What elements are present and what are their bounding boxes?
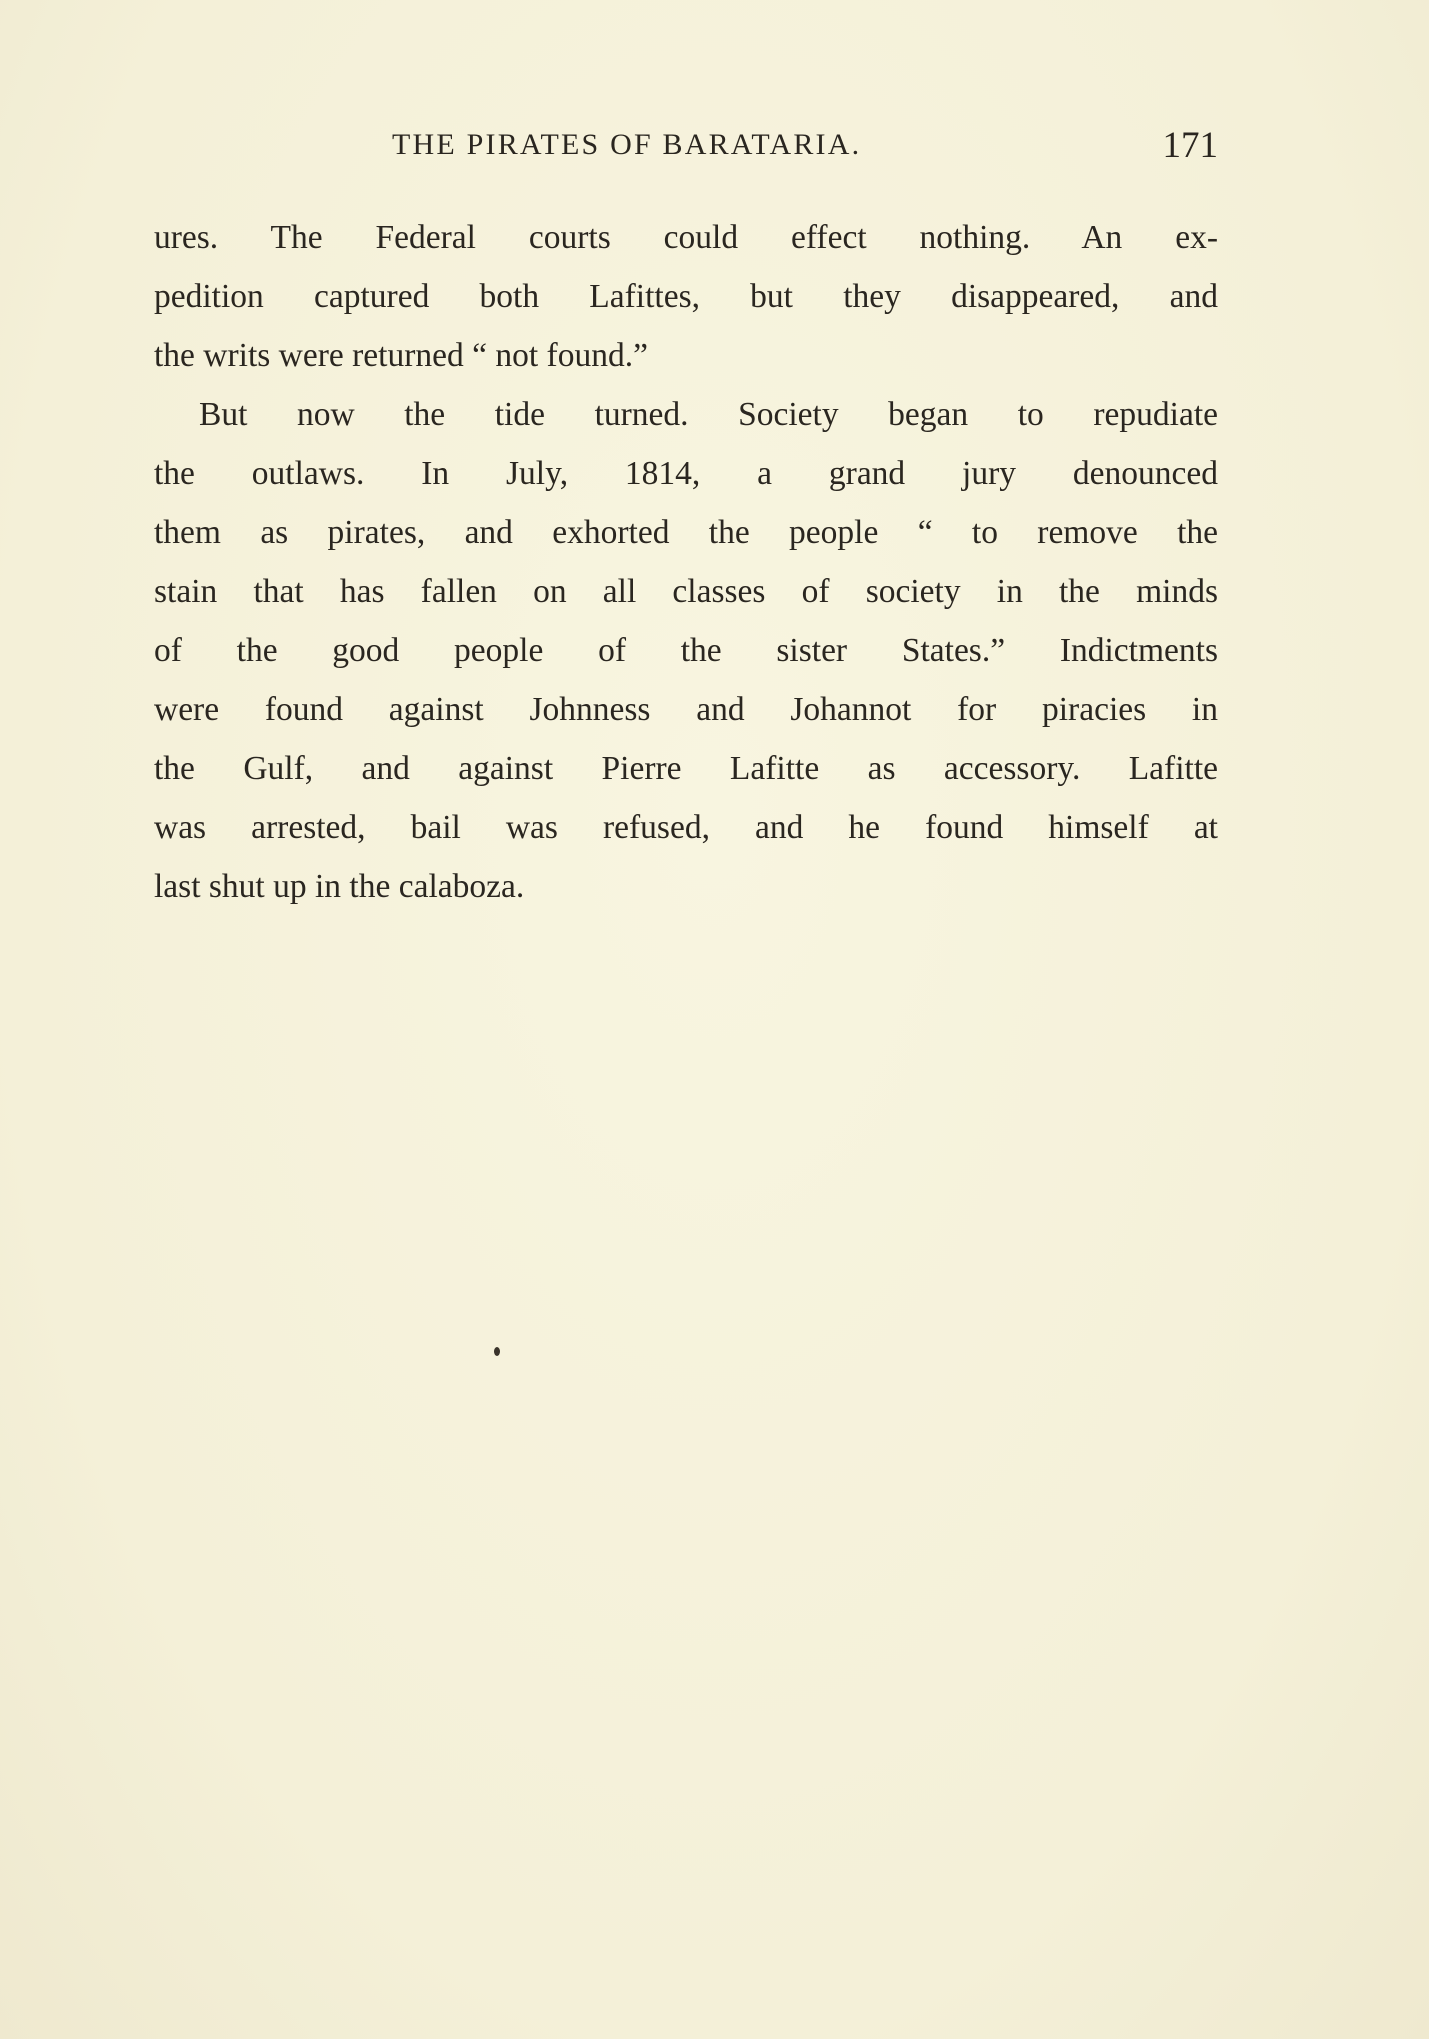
text-line: the outlaws. In July, 1814, a grand jury denounced xyxy=(154,455,1218,492)
text-line: ures. The Federal courts could effect nothing. An ex- xyxy=(154,219,1218,256)
text-line: pedition captured both Lafittes, but they disappeared, and xyxy=(154,278,1218,315)
text-line: were found against Johnness and Johannot for piracies in xyxy=(154,691,1218,728)
text-line: the writs were returned “ not found.” xyxy=(154,337,648,374)
running-title: THE PIRATES OF BARATARIA. xyxy=(392,128,862,161)
text-line: stain that has fallen on all classes of society in the minds xyxy=(154,573,1218,610)
body-text xyxy=(154,208,1218,916)
running-head xyxy=(392,125,1218,174)
text-line: But now the tide turned. Society began to repudiate xyxy=(199,396,1218,433)
text-line: them as pirates, and exhorted the people “ to remove the xyxy=(154,514,1218,551)
text-line: the Gulf, and against Pierre Lafitte as accessory. Lafitte xyxy=(154,750,1218,787)
page-number: 171 xyxy=(1162,125,1218,166)
text-line: was arrested, bail was refused, and he found himself at xyxy=(154,809,1218,846)
text-line: of the good people of the sister States.” Indictments xyxy=(154,632,1218,669)
ink-speck xyxy=(494,1347,500,1356)
text-line: last shut up in the calaboza. xyxy=(154,868,525,905)
